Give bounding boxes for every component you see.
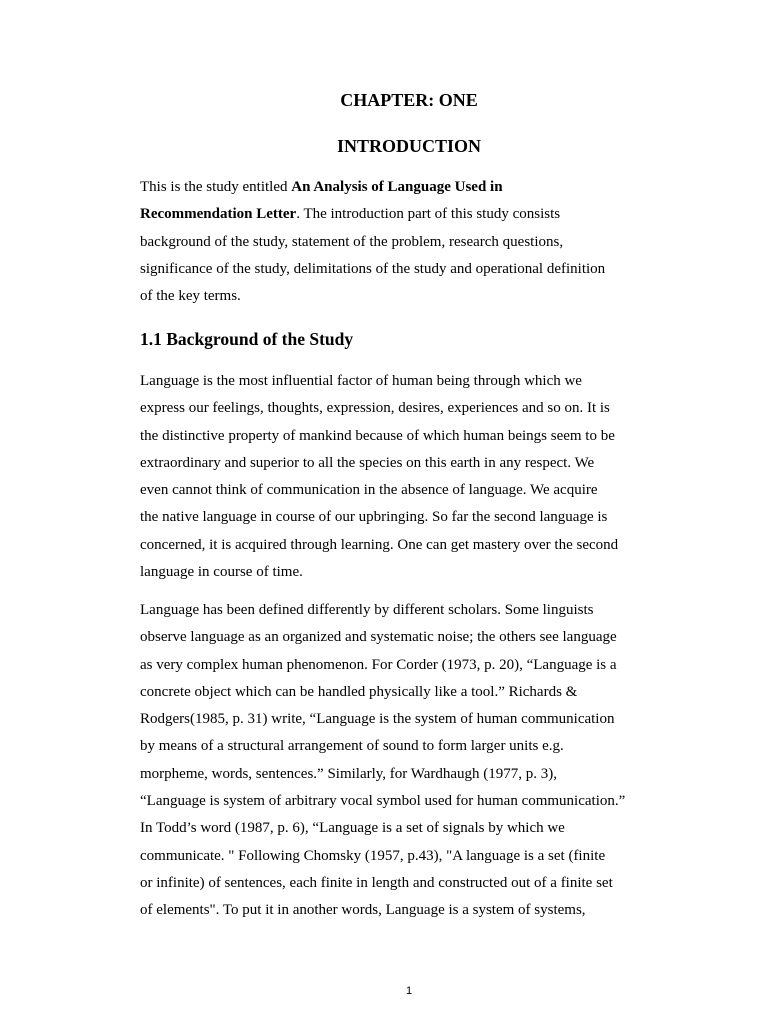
paragraph-line: Language has been defined differently by different scholars. Some linguists <box>140 602 594 618</box>
paragraph-line: “Language is system of arbitrary vocal symbol used for human communication.” <box>140 793 626 810</box>
paragraph-line: Language is the most influential factor of human being through which we <box>140 373 582 389</box>
study-title-bold: An Analysis of Language Used in <box>291 179 503 195</box>
section-heading: 1.1 Background of the Study <box>140 329 354 349</box>
background-paragraph-2 <box>140 597 625 925</box>
paragraph-line: extraordinary and superior to all the species on this earth in any respect. We <box>140 454 595 471</box>
chapter-title: CHAPTER: ONE <box>340 90 478 110</box>
paragraph-line: In Todd’s word (1987, p. 6), “Language is a set of signals by which we <box>140 820 565 837</box>
paragraph-line: observe language as an organized and systematic noise; the others see language <box>140 629 617 646</box>
paragraph-line: communicate. " Following Chomsky (1957, p.43), "A language is a set (finite <box>140 847 606 864</box>
paragraph-line: as very complex human phenomenon. For Corder (1973, p. 20), “Language is a <box>140 656 617 673</box>
paragraph-line: by means of a structural arrangement of sound to form larger units e.g. <box>140 738 564 755</box>
intro-paragraph <box>140 174 605 310</box>
paragraph-line: morpheme, words, sentences.” Similarly, for Wardhaugh (1977, p. 3), <box>140 765 558 782</box>
paragraph-line: of elements". To put it in another words, Language is a system of systems, <box>140 902 586 919</box>
intro-line: background of the study, statement of the problem, research questions, <box>140 233 564 250</box>
chapter-subtitle: INTRODUCTION <box>336 136 482 156</box>
intro-text: This is the study entitled <box>140 179 292 195</box>
paragraph-line: concrete object which can be handled physically like a tool.” Richards & <box>140 683 578 700</box>
paragraph-line: even cannot think of communication in the absence of language. We acquire <box>140 482 598 499</box>
intro-line <box>140 174 605 201</box>
paragraph-line: or infinite) of sentences, each finite in length and constructed out of a finite set <box>140 874 613 891</box>
paragraph-line: the distinctive property of mankind because of which human beings seem to be <box>140 427 615 444</box>
intro-line: of the key terms. <box>140 288 241 305</box>
page-number: 1 <box>405 985 413 997</box>
intro-line: significance of the study, delimitations of the study and operational definition <box>140 260 606 277</box>
paragraph-line: express our feelings, thoughts, expression, desires, experiences and so on. It is <box>140 400 610 417</box>
study-title-bold: Recommendation Letter <box>140 206 297 223</box>
paragraph-line: language in course of time. <box>140 564 303 581</box>
paragraph-line: Rodgers(1985, p. 31) write, “Language is the system of human communication <box>140 711 615 728</box>
paragraph-line: the native language in course of our upbringing. So far the second language is <box>140 509 608 526</box>
background-paragraph-1 <box>140 368 618 586</box>
intro-text: . The introduction part of this study consists <box>296 206 561 223</box>
paragraph-line: concerned, it is acquired through learning. One can get mastery over the second <box>140 536 619 553</box>
intro-line <box>140 201 605 228</box>
